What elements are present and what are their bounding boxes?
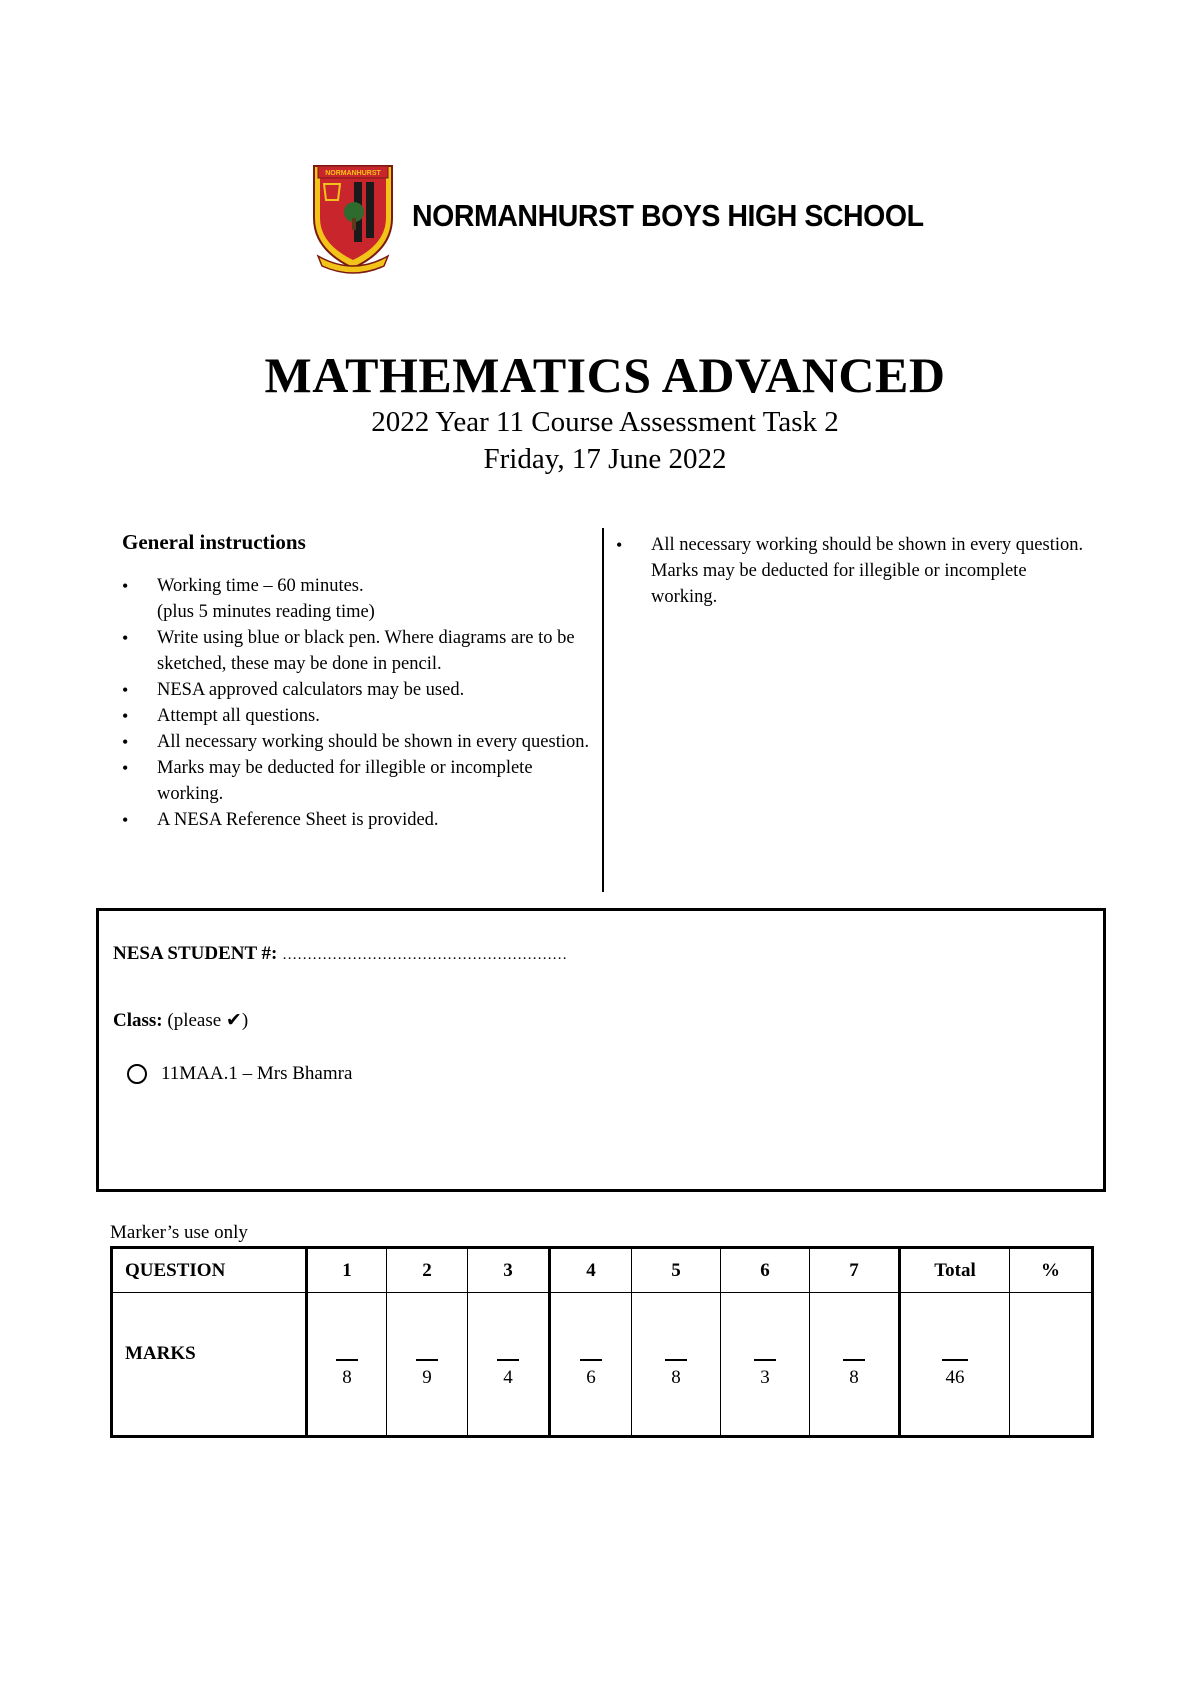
class-hint: (please ✔) [167,1010,249,1031]
student-details-box [96,908,1106,1192]
instruction-item: • Attempt all questions. [122,703,602,729]
instructions-right [616,532,1096,610]
mark-cell-total[interactable] [900,1293,1010,1437]
out-of-value: 46 [945,1367,965,1388]
out-of-value: 8 [849,1367,859,1388]
header-cell: 1 [307,1248,387,1293]
instructions-list [122,573,602,833]
mark-cell-q4[interactable] [550,1293,632,1437]
column-divider [602,528,604,892]
out-of-value: 8 [342,1367,352,1388]
radio-circle-icon[interactable] [127,1064,147,1084]
class-label: Class: [113,1010,163,1031]
header-cell: 4 [550,1248,632,1293]
marks-table [110,1246,1094,1438]
crest-banner-text: NORMANHURST [325,170,381,177]
mark-cell-percent[interactable] [1010,1293,1093,1437]
header-cell: 5 [632,1248,721,1293]
out-of-value: 4 [503,1367,513,1388]
header-cell: 2 [387,1248,468,1293]
exam-subtitle: 2022 Year 11 Course Assessment Task 2 [371,406,839,438]
mark-cell-q7[interactable] [810,1293,900,1437]
exam-title: MATHEMATICS ADVANCED [264,347,946,403]
mark-cell-q1[interactable] [307,1293,387,1437]
instruction-item: • All necessary working should be shown in every question. Marks may be deducted for illegible or incomplete working. [616,532,1096,610]
instructions-heading: General instructions [122,530,306,554]
nesa-student-number-field[interactable] [113,943,567,965]
header-cell: 3 [468,1248,550,1293]
school-name: NORMANHURST BOYS HIGH SCHOOL [412,198,924,233]
general-instructions [122,530,602,833]
header-cell: Total [900,1248,1010,1293]
nesa-label: NESA STUDENT #: [113,943,278,964]
instruction-item: • Working time – 60 minutes. (plus 5 minutes reading time) [122,573,602,625]
table-row [112,1293,1093,1437]
mark-cell-q6[interactable] [721,1293,810,1437]
out-of-value: 3 [760,1367,770,1388]
header-cell: 6 [721,1248,810,1293]
class-option-label: 11MAA.1 – Mrs Bhamra [161,1063,353,1084]
marker-use-label: Marker’s use only [110,1222,248,1243]
table-header-row [112,1248,1093,1293]
school-crest-logo [310,160,396,274]
mark-cell-q5[interactable] [632,1293,721,1437]
header-cell: QUESTION [112,1248,307,1293]
header-cell: 7 [810,1248,900,1293]
out-of-value: 8 [671,1367,681,1388]
mark-cell-q2[interactable] [387,1293,468,1437]
out-of-value: 9 [422,1367,432,1388]
nesa-dots: ………………………………………………… [282,947,568,963]
class-prompt [113,1009,248,1032]
header-cell: % [1010,1248,1093,1293]
mark-cell-q3[interactable] [468,1293,550,1437]
marks-row-label: MARKS [112,1293,307,1437]
instruction-item: • NESA approved calculators may be used. [122,677,602,703]
out-of-value: 6 [586,1367,596,1388]
instruction-item: • A NESA Reference Sheet is provided. [122,807,602,833]
instruction-item: • All necessary working should be shown in every question. [122,729,602,755]
instruction-item: • Write using blue or black pen. Where diagrams are to be sketched, these may be done in pencil. [122,625,602,677]
instruction-item: • Marks may be deducted for illegible or incomplete working. [122,755,602,807]
exam-date: Friday, 17 June 2022 [483,443,727,475]
class-option-11maa1[interactable] [127,1063,352,1085]
instructions-list-right [616,532,1096,610]
